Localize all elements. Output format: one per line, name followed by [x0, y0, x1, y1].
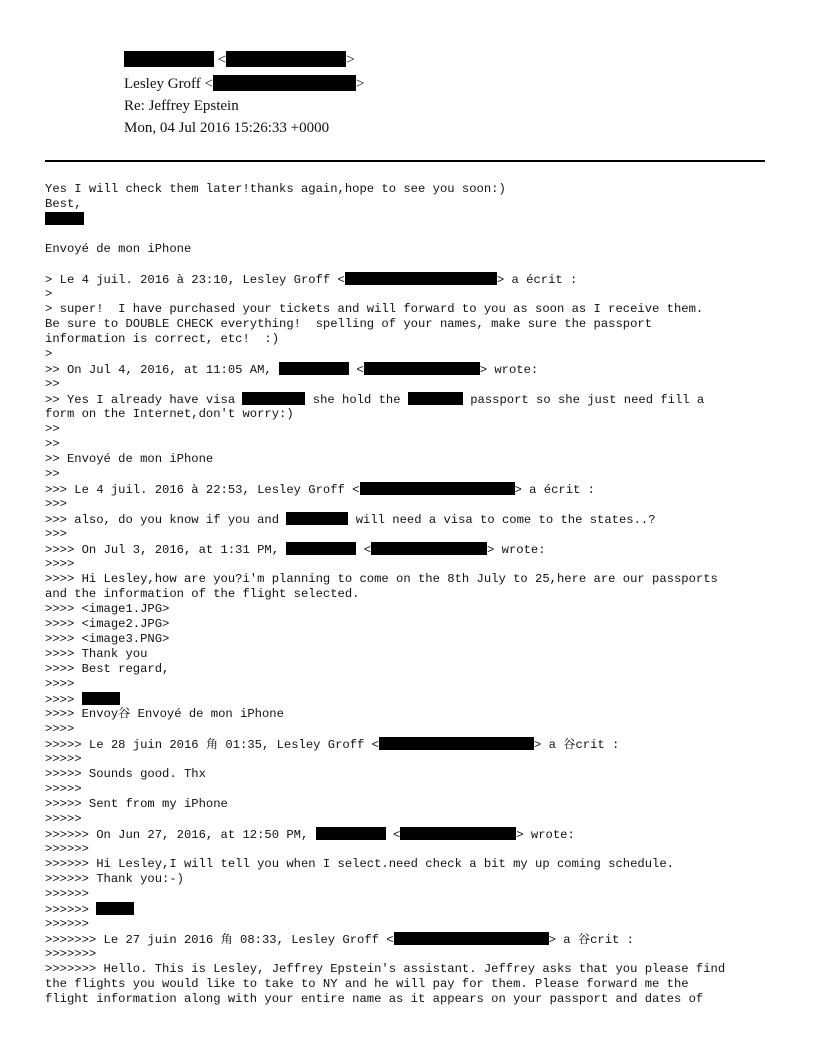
- body-line: >> Envoyé de mon iPhone: [45, 452, 214, 466]
- redaction-box: [394, 932, 549, 945]
- body-line: Be sure to DOUBLE CHECK everything! spelling of your names, make sure the passport: [45, 317, 653, 331]
- body-line: >: [45, 347, 53, 361]
- to-name: Lesley Groff <: [124, 76, 213, 92]
- angle-open: <: [385, 828, 401, 842]
- quote-header: >> On Jul 4, 2016, at 11:05 AM,: [45, 363, 272, 377]
- body-line: >>: [45, 437, 60, 451]
- body-line: [45, 272, 780, 287]
- body-line: >>>>> Sent from my iPhone: [45, 797, 228, 811]
- header-divider: [45, 160, 765, 162]
- body-fragment: >>> also, do you know if you and: [45, 513, 280, 527]
- redaction-box: [371, 542, 487, 555]
- body-line: >>>>>> Hi Lesley,I will tell you when I select.need check a bit my up coming schedule.: [45, 857, 674, 871]
- quote-suffix: > wrote:: [516, 828, 575, 842]
- body-line: >>>>>>> Hello. This is Lesley, Jeffrey Epstein's assistant. Jeffrey asks that you please find: [45, 962, 726, 976]
- redaction-box: [286, 542, 356, 555]
- body-line: >>>: [45, 527, 67, 541]
- redaction-box: [379, 737, 534, 750]
- body-line: >>>>: [45, 677, 75, 691]
- body-line: >>>> Best regard,: [45, 662, 170, 676]
- quote-suffix: > a écrit :: [496, 273, 578, 287]
- body-line: >>>>>>: [45, 917, 89, 931]
- body-line: >>>>>> Thank you:-): [45, 872, 184, 886]
- redaction-box: [316, 827, 386, 840]
- body-line: >>>>: [45, 722, 75, 736]
- quote-suffix: > wrote:: [479, 363, 539, 377]
- body-line: >>: [45, 422, 60, 436]
- redaction-box: [45, 212, 84, 225]
- quote-suffix: > a 谷crit :: [548, 933, 634, 947]
- quote-header: >>>>>>> Le 27 juin 2016 角 08:33, Lesley Groff <: [45, 933, 394, 947]
- body-line: [45, 227, 780, 242]
- body-line: [45, 362, 780, 377]
- body-line: >>>> <image3.PNG>: [45, 632, 170, 646]
- quote-header: >>>> On Jul 3, 2016, at 1:31 PM,: [45, 543, 280, 557]
- subject-value: Re: Jeffrey Epstein: [124, 98, 239, 114]
- body-fragment: >> Yes I already have visa: [45, 393, 236, 407]
- body-line: [45, 257, 780, 272]
- body-line: [45, 542, 780, 557]
- redaction-box: [408, 392, 463, 405]
- redaction-box: [242, 392, 305, 405]
- redaction-box: [82, 692, 120, 705]
- body-line: [45, 827, 780, 842]
- redaction-box: [345, 272, 497, 285]
- body-line: Yes I will check them later!thanks again,hope to see you soon:): [45, 182, 506, 196]
- body-line: >>>>>>: [45, 842, 89, 856]
- body-fragment: will need a visa to come to the states..?: [348, 513, 656, 527]
- body-line: >>>> Thank you: [45, 647, 148, 661]
- quote-header: >>>>> Le 28 juin 2016 角 01:35, Lesley Groff <: [45, 738, 379, 752]
- body-line: >>>> <image2.JPG>: [45, 617, 170, 631]
- body-fragment: she hold the: [305, 393, 408, 407]
- body-line: > super! I have purchased your tickets and will forward to you as soon as I receive them.: [45, 302, 704, 316]
- body-fragment: >>>>>>: [45, 903, 89, 917]
- redaction-box: [364, 362, 480, 375]
- body-fragment: >>>>: [45, 693, 75, 707]
- body-line: and the information of the flight selected.: [45, 587, 360, 601]
- redaction-box: [279, 362, 349, 375]
- body-line: [45, 212, 780, 227]
- body-fragment: passport so she just need fill a: [462, 393, 705, 407]
- email-body: [45, 182, 780, 1007]
- body-line: [45, 482, 780, 497]
- angle-open: <: [349, 363, 364, 377]
- body-line: [45, 692, 780, 707]
- body-line: >>: [45, 377, 60, 391]
- body-line: the flights you would like to take to NY and he will pay for them. Please forward me the: [45, 977, 689, 991]
- body-line: [45, 392, 780, 407]
- redaction-box: [213, 75, 356, 91]
- body-line: >: [45, 287, 53, 301]
- body-line: >>: [45, 467, 60, 481]
- redaction-box: [360, 482, 515, 495]
- body-line: >>>>>: [45, 782, 82, 796]
- body-line: form on the Internet,don't worry:): [45, 407, 294, 421]
- from-value: < >: [124, 50, 355, 70]
- body-line: [45, 902, 780, 917]
- redaction-box: [286, 512, 348, 525]
- body-line: >>>>>: [45, 812, 82, 826]
- quote-header: > Le 4 juil. 2016 à 23:10, Lesley Groff <: [45, 273, 345, 287]
- body-line: information is correct, etc! :): [45, 332, 280, 346]
- quote-suffix: > a 谷crit :: [534, 738, 620, 752]
- body-line: >>>> Hi Lesley,how are you?i'm planning to come on the 8th July to 25,here are our passports: [45, 572, 718, 586]
- quote-suffix: > a écrit :: [514, 483, 595, 497]
- body-line: [45, 932, 780, 947]
- redaction-box: [400, 827, 516, 840]
- body-line: [45, 512, 780, 527]
- quote-header: >>> Le 4 juil. 2016 à 22:53, Lesley Groff <: [45, 483, 360, 497]
- to-value: Lesley Groff < >: [124, 76, 365, 92]
- body-line: >>>>>>>: [45, 947, 97, 961]
- body-line: >>>> Envoy谷 Envoyé de mon iPhone: [45, 707, 284, 721]
- redaction-box: [226, 51, 346, 67]
- body-line: Best,: [45, 197, 82, 211]
- redaction-box: [96, 902, 134, 915]
- body-line: flight information along with your entire name as it appears on your passport and dates of: [45, 992, 704, 1006]
- body-line: >>>>>>: [45, 887, 89, 901]
- redaction-box: [124, 51, 214, 67]
- angle-open: <: [356, 543, 372, 557]
- body-line: >>>: [45, 497, 67, 511]
- body-line: [45, 737, 780, 752]
- date-value: Mon, 04 Jul 2016 15:26:33 +0000: [124, 120, 330, 136]
- quote-header: >>>>>> On Jun 27, 2016, at 12:50 PM,: [45, 828, 309, 842]
- body-line: >>>>> Sounds good. Thx: [45, 767, 206, 781]
- quote-suffix: > wrote:: [487, 543, 546, 557]
- body-line: >>>> <image1.JPG>: [45, 602, 170, 616]
- body-line: >>>>: [45, 557, 75, 571]
- body-line: Envoyé de mon iPhone: [45, 242, 192, 256]
- body-line: >>>>>: [45, 752, 82, 766]
